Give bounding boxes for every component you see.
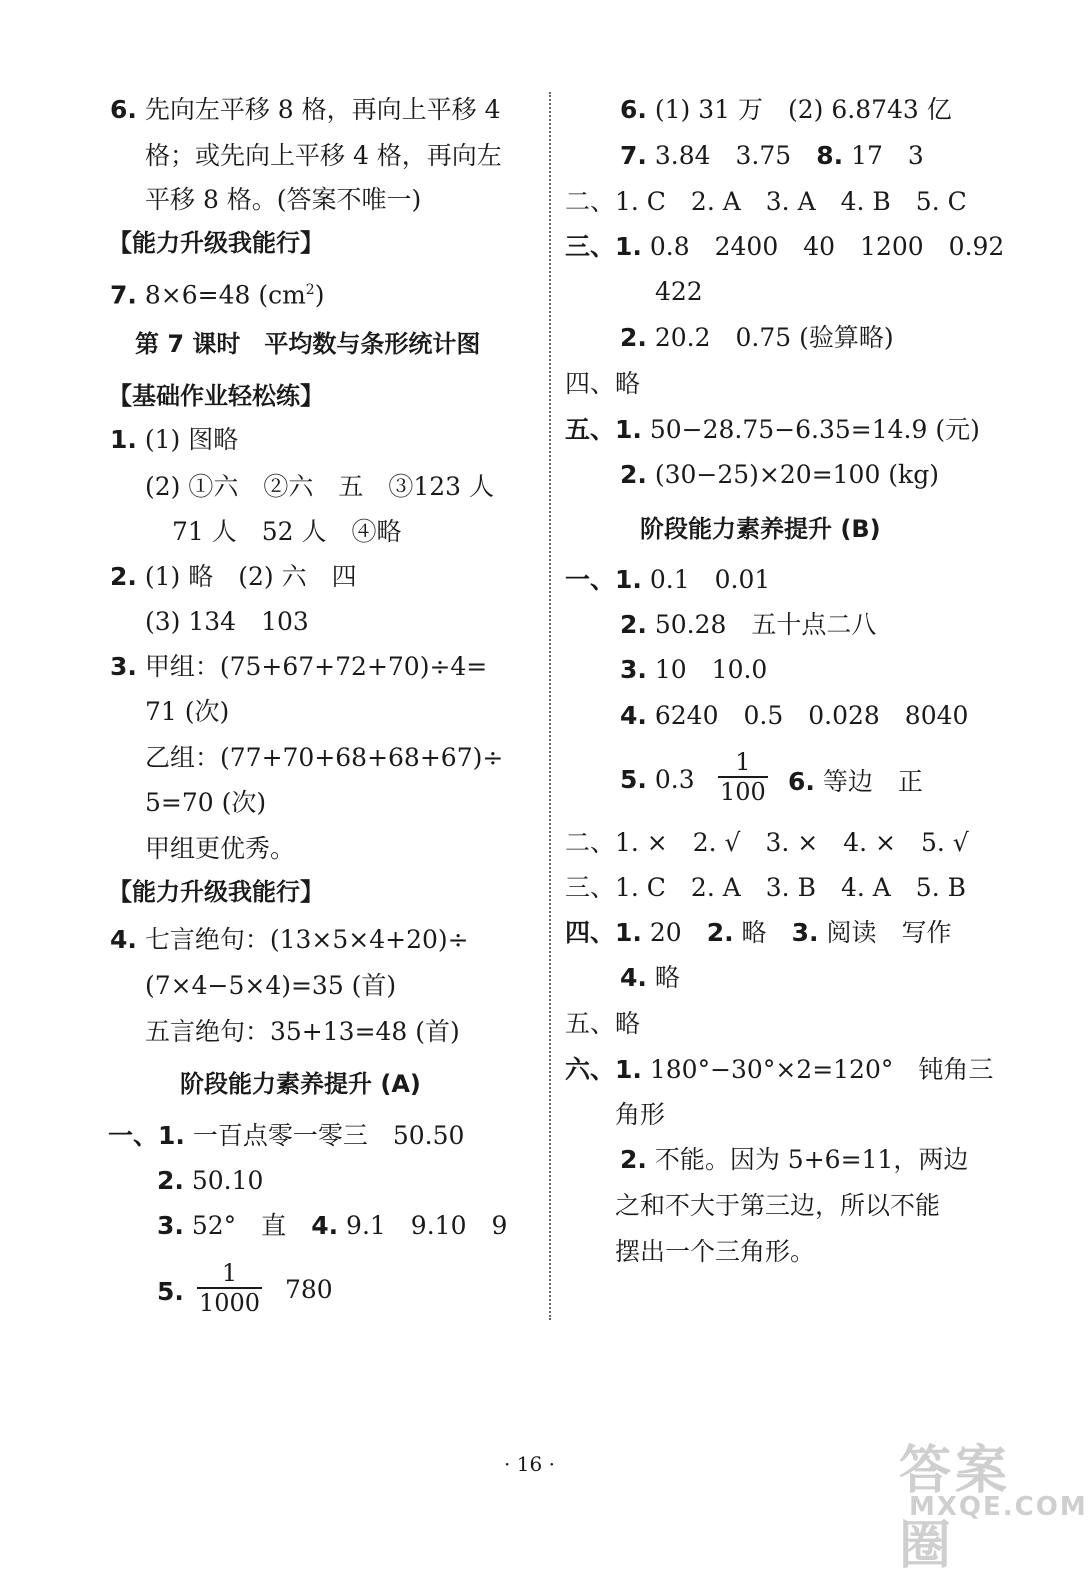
answer-line	[157, 1274, 184, 1310]
answer-line: 422	[655, 277, 703, 306]
answer-text: 9.1 9.10 9	[346, 1211, 508, 1240]
answer-line	[620, 960, 680, 996]
item-number: 1.	[110, 425, 137, 454]
answer-line: 四、略	[565, 369, 641, 398]
watermark-url: MXQE.COM	[909, 1492, 1088, 1522]
item-number: 6.	[620, 95, 647, 124]
answer-line: (7×4−5×4)=35 (首)	[145, 971, 397, 1000]
answer-line	[110, 92, 501, 128]
watermark-logo	[891, 1428, 1088, 1576]
answer-text: 一百点零一零三 50.50	[192, 1121, 465, 1150]
item-number: 2.	[620, 610, 647, 639]
answer-line: 平移 8 格。(答案不唯一)	[145, 185, 422, 214]
item-number: 5.	[620, 765, 647, 794]
item-number: 2.	[620, 460, 647, 489]
answer-line: (2) ①六 ②六 五 ③123 人	[145, 472, 495, 501]
answer-text: 52° 直	[191, 1211, 287, 1240]
section-heading: 【能力升级我能行】	[108, 878, 324, 906]
answer-line	[788, 764, 923, 800]
answer-line	[110, 559, 357, 595]
answer-line: 角形	[615, 1100, 666, 1129]
answer-line	[620, 320, 894, 356]
answer-text: 780	[285, 1275, 333, 1304]
answer-text: 180°−30°×2=120° 钝角三	[649, 1055, 994, 1084]
section-heading: 【能力升级我能行】	[108, 229, 324, 257]
item-number: 一、1.	[565, 565, 642, 594]
answer-text: 略	[741, 918, 767, 947]
answer-line	[565, 229, 1004, 265]
watermark-text: 答案圈	[899, 1441, 1012, 1576]
page-number: · 16 ·	[504, 1452, 555, 1476]
item-number: 2.	[620, 1145, 647, 1174]
answer-text: 10 10.0	[654, 655, 768, 684]
answer-text: (1) 图略	[144, 425, 239, 454]
answer-line	[110, 649, 487, 685]
answer-line: 之和不大于第三边，所以不能	[615, 1191, 941, 1220]
item-number: 2.	[706, 918, 734, 947]
answer-line: 二、1. × 2. √ 3. × 4. × 5. √	[565, 828, 969, 857]
item-number: 2.	[157, 1166, 184, 1195]
answer-line: 71 (次)	[145, 697, 230, 726]
item-number: 7.	[620, 141, 647, 170]
item-number: 2.	[110, 562, 137, 591]
answer-text: 阅读 写作	[826, 918, 952, 947]
item-number: 3.	[110, 652, 137, 681]
stage-title: 阶段能力素养提升 (B)	[640, 515, 881, 543]
answer-line: 五言绝句：35+13=48 (首)	[145, 1017, 460, 1046]
answer-text: 不能。因为 5+6=11，两边	[654, 1145, 969, 1174]
answer-line	[157, 1208, 507, 1244]
item-number: 7.	[110, 280, 137, 310]
item-number: 3.	[791, 918, 819, 947]
item-number: 3.	[620, 655, 647, 684]
answer-text: (1) 略 (2) 六 四	[144, 562, 357, 591]
denominator: 1000	[199, 1289, 261, 1317]
item-number: 三、1.	[565, 232, 642, 261]
denominator: 100	[720, 778, 766, 806]
section-heading: 【基础作业轻松练】	[108, 382, 324, 410]
answer-line: 五、略	[565, 1009, 641, 1038]
answer-line	[620, 652, 767, 688]
item-number: 6.	[110, 95, 137, 124]
numerator: 1	[735, 748, 751, 776]
answer-line	[110, 922, 469, 958]
answer-text: 20	[649, 918, 682, 947]
item-number: 3.	[157, 1211, 184, 1240]
answer-text: (1) 31 万 (2) 6.8743 亿	[654, 95, 952, 124]
answer-line	[108, 1118, 464, 1154]
item-number: 四、1.	[565, 918, 642, 947]
answer-text: 50.28 五十点二八	[654, 610, 877, 639]
item-number: 4.	[620, 963, 647, 992]
answer-line: 摆出一个三角形。	[615, 1237, 816, 1266]
answer-text: 50.10	[191, 1166, 264, 1195]
answer-line	[620, 762, 695, 798]
answer-line	[620, 698, 968, 734]
item-number: 4.	[620, 701, 647, 730]
item-number: 6.	[788, 767, 815, 796]
item-number: 8.	[816, 141, 844, 170]
answer-text: (30−25)×20=100 (kg)	[654, 460, 939, 489]
item-number: 2.	[620, 323, 647, 352]
item-number: 4.	[311, 1211, 339, 1240]
answer-line	[565, 412, 980, 448]
answer-line	[620, 138, 924, 174]
answer-text: 6240 0.5 0.028 8040	[654, 701, 969, 730]
numerator: 1	[221, 1259, 238, 1287]
answer-text: 50−28.75−6.35=14.9 (元)	[649, 415, 980, 444]
answer-text: 17 3	[851, 141, 924, 170]
answer-text: 0.1 0.01	[649, 565, 771, 594]
answer-text: 先向左平移 8 格，再向上平移 4	[144, 95, 501, 124]
superscript: 2	[305, 282, 315, 298]
answer-text: 甲组：(75+67+72+70)÷4=	[144, 652, 488, 681]
answer-line	[620, 457, 939, 493]
item-number: 5.	[157, 1277, 184, 1306]
answer-text: 20.2 0.75 (验算略)	[654, 323, 894, 352]
item-number: 一、1.	[108, 1121, 185, 1150]
lesson-title: 第 7 课时 平均数与条形统计图	[135, 330, 481, 358]
answer-text: 0.3	[654, 765, 695, 794]
item-number: 4.	[110, 925, 137, 954]
answer-line: 格；或先向上平移 4 格，再向左	[145, 141, 502, 170]
answer-line	[620, 1142, 968, 1178]
answer-line	[110, 422, 238, 458]
answer-text: 8×6=48 (cm	[144, 280, 306, 310]
fraction	[197, 1259, 262, 1317]
answer-line: 71 人 52 人 ④略	[172, 517, 402, 546]
item-number: 五、1.	[565, 415, 642, 444]
stage-title: 阶段能力素养提升 (A)	[180, 1070, 421, 1098]
answer-line	[620, 92, 952, 128]
answer-line: 乙组：(77+70+68+68+67)÷	[145, 743, 504, 772]
fraction	[718, 748, 768, 806]
answer-text: 略	[654, 963, 680, 992]
answer-text: )	[314, 280, 325, 310]
answer-line	[565, 1052, 993, 1088]
answer-line: 三、1. C 2. A 3. B 4. A 5. B	[565, 873, 966, 902]
answer-line	[157, 1163, 263, 1199]
answer-text: 七言绝句：(13×5×4+20)÷	[144, 925, 469, 954]
answer-text: 0.8 2400 40 1200 0.92	[649, 232, 1005, 261]
answer-line	[565, 562, 770, 598]
answer-line	[110, 272, 324, 313]
answer-line	[565, 915, 951, 951]
answer-line: 5=70 (次)	[145, 788, 267, 817]
answer-line: (3) 134 103	[145, 607, 309, 636]
item-number: 六、1.	[565, 1055, 642, 1084]
answer-line	[620, 607, 876, 643]
answer-line: 甲组更优秀。	[145, 834, 296, 863]
answer-text: 3.84 3.75	[654, 141, 792, 170]
answer-text: 等边 正	[822, 767, 923, 796]
column-divider	[549, 92, 551, 1320]
answer-line: 二、1. C 2. A 3. A 4. B 5. C	[565, 187, 967, 216]
